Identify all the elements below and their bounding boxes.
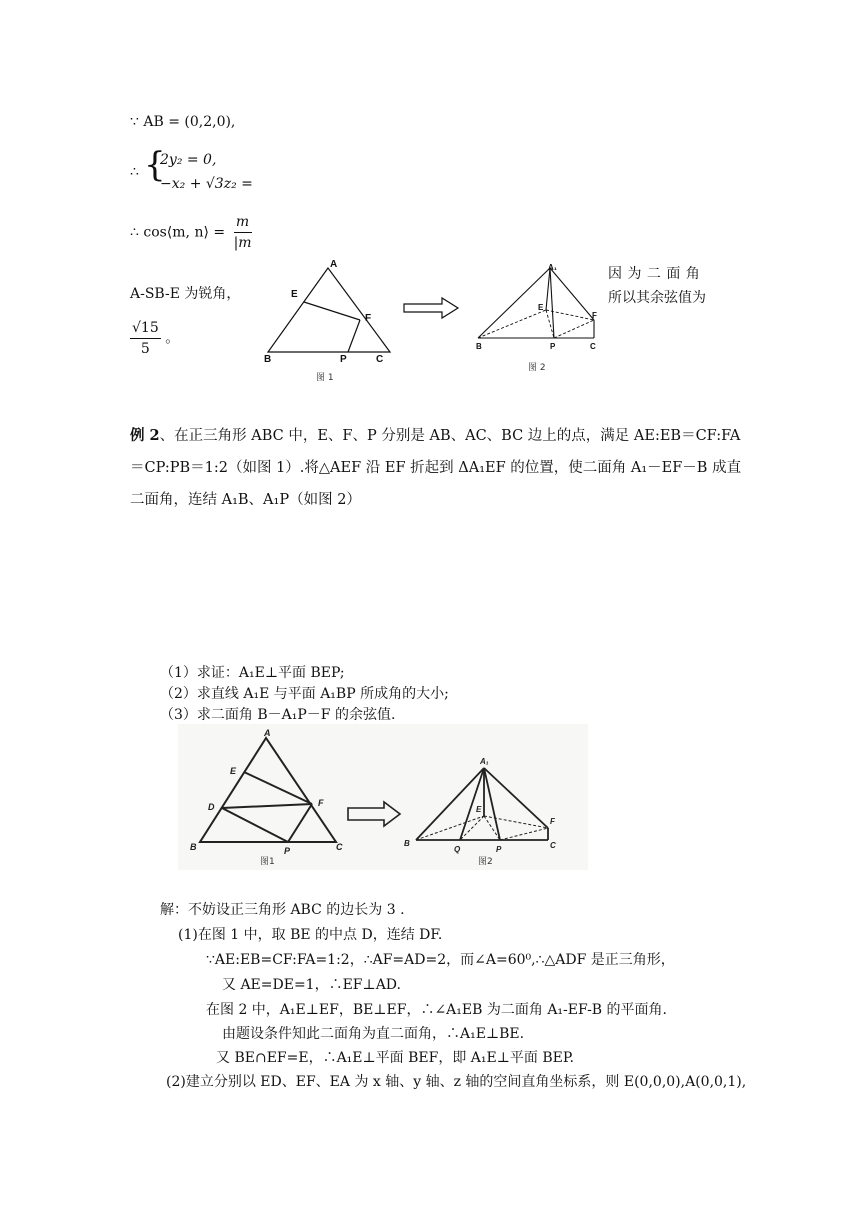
solution-line-3: 又 AE=DE=1，∴EF⊥AD. <box>222 977 401 993</box>
top-arrow <box>402 296 462 320</box>
dihedral-text-1: 因 为 二 面 角 <box>608 266 701 282</box>
b2-label-b: B <box>404 839 410 848</box>
system-brace: { <box>144 145 166 185</box>
fig1-caption: 图 1 <box>316 373 334 383</box>
bottom-fig1-caption: 图1 <box>260 857 275 867</box>
label-e: E <box>291 289 298 300</box>
label-a: A <box>330 259 338 270</box>
bottom-figure-panel <box>178 724 588 870</box>
bottom-fig2-caption: 图2 <box>478 857 493 867</box>
segment-fp <box>348 320 360 352</box>
b2-label-f: F <box>550 817 555 826</box>
segment-ef <box>304 302 360 320</box>
fig2-caption: 图 2 <box>528 363 546 373</box>
solution-line-5: 由题设条件知此二面角为直二面角，∴A₁E⊥BE. <box>222 1026 525 1042</box>
top-figure-2 <box>468 258 608 378</box>
acute-angle-text: A-SB-E 为锐角， <box>130 286 241 302</box>
system-line-2: −x₂ + √3z₂ = <box>160 176 253 192</box>
b2-label-p: P <box>496 845 502 854</box>
label-b2: B <box>476 342 482 351</box>
solution-step-2: (2)建立分别以 ED、EF、EA 为 x 轴、y 轴、z 轴的空间直角坐标系，则 E(0,0,0),A(0,0,1), <box>166 1074 747 1090</box>
answer-denominator: 5 <box>140 341 150 357</box>
top-figure-1 <box>258 256 398 386</box>
b-label-e: E <box>230 766 237 776</box>
system-line-1: 2y₂ = 0, <box>160 152 217 168</box>
bottom-figures <box>178 724 588 870</box>
label-e2: E <box>538 303 544 312</box>
b2-label-q: Q <box>454 845 461 854</box>
big-triangle <box>200 738 336 842</box>
b-label-f: F <box>318 798 324 808</box>
answer-fraction <box>130 318 179 359</box>
b-label-p: P <box>284 846 291 856</box>
b2-label-c: C <box>550 841 556 850</box>
b-label-c: C <box>336 842 343 852</box>
bottom-arrow <box>348 802 400 826</box>
label-f2: F <box>592 311 597 320</box>
example-2-paragraph: 例 2、在正三角形 ABC 中，E、F、P 分别是 AB、AC、BC 边上的点，满足 AE:EB＝CF:FA ＝CP:PB＝1:2（如图 1）.将△AEF 沿 EF 折起到 ΔA₁EF 的位置，使二面角 A₁－EF－B 成直 二面角，连结 A₁B、A₁P（如图 2） <box>130 427 742 508</box>
label-f: F <box>365 313 372 324</box>
therefore-symbol: ∴ <box>130 164 139 180</box>
question-1: （1）求证：A₁E⊥平面 BEP; <box>160 665 345 681</box>
dihedral-text-2: 所以其余弦值为 <box>608 290 706 306</box>
b2-label-a1: A₁ <box>480 757 489 766</box>
cos-formula: ∴ cos⟨m, n⟩ = $\frac{m}{|m}$ <box>130 214 252 251</box>
ab-vector-formula: ∵ AB = (0,2,0), <box>130 114 236 130</box>
solution-step-1: (1)在图 1 中，取 BE 的中点 D，连结 DF. <box>178 927 443 943</box>
b-label-d: D <box>208 802 215 812</box>
label-c: C <box>376 354 384 365</box>
label-p: P <box>340 354 347 365</box>
label-p2: P <box>550 342 556 351</box>
question-2: （2）求直线 A₁E 与平面 A₁BP 所成角的大小; <box>160 686 449 702</box>
solution-line-2: ∵AE:EB=CF:FA=1:2，∴AF=AD=2，而∠A=60⁰,∴△ADF 是正三角形， <box>206 952 675 968</box>
label-c2: C <box>590 342 596 351</box>
answer-numerator: √15 <box>130 318 161 339</box>
solution-line-6: 又 BE∩EF=E，∴A₁E⊥平面 BEF，即 A₁E⊥平面 BEP. <box>216 1050 574 1066</box>
b-label-a: A <box>264 728 271 738</box>
solution-intro: 解：不妨设正三角形 ABC 的边长为 3 . <box>160 902 405 918</box>
b-label-b: B <box>190 842 197 852</box>
b2-label-e: E <box>476 805 482 814</box>
label-a1: A₁ <box>548 263 558 272</box>
question-list <box>160 663 449 726</box>
solution-line-4: 在图 2 中，A₁E⊥EF，BE⊥EF，∴∠A₁EB 为二面角 A₁-EF-B 的平面角. <box>206 1002 667 1018</box>
cos-denominator: |m <box>233 235 252 251</box>
label-b: B <box>264 354 272 365</box>
answer-end: 。 <box>165 330 180 347</box>
question-3: （3）求二面角 B－A₁P－F 的余弦值. <box>160 707 396 723</box>
cos-numerator: m <box>234 212 252 233</box>
example-label: 例 2 <box>130 427 160 444</box>
